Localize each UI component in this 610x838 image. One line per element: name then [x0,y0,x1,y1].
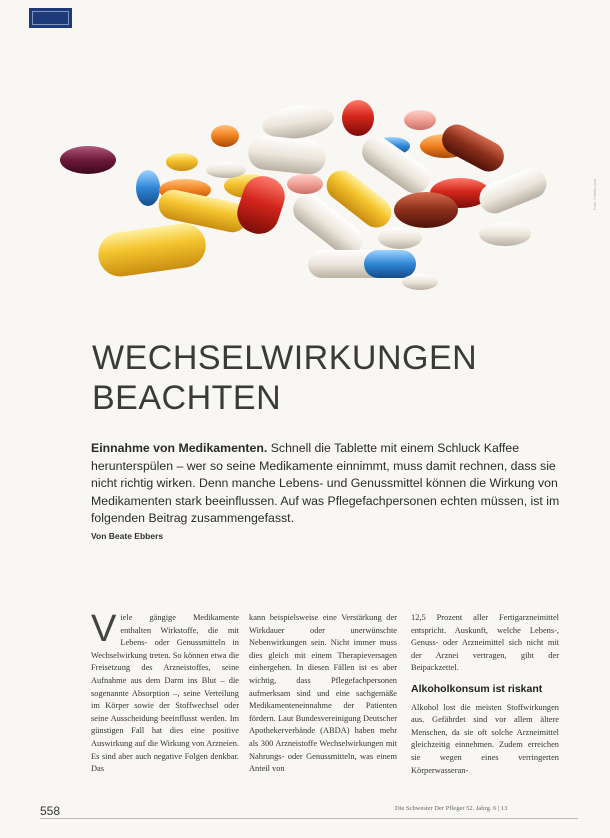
page-number: 558 [40,804,61,818]
section-tab [29,8,72,28]
byline: Von Beate Ebbers [91,531,164,541]
drop-cap: V [91,608,117,650]
title-line-1: WECHSELWIRKUNGEN [92,339,478,377]
pills-photo [40,88,570,338]
body-column-3 [411,612,559,777]
body-text: Alkohol lost die meisten Stoffwirkungen aus. Gefährdet sind vor allem ältere Menschen, da sie oft solche Arzneimittel gleichzeitig einnehmen. Zudem erreichen sie wegen eines verringerten Körperwasseran- [411,702,559,775]
body-text: kann beispielsweise eine Verstärkung der Wirkdauer oder unerwünschte Nebenwirkungen sein. Nicht immer muss dies gleich mit einem Therapieversagen einhergehen. In diesen Fällen ist es aber wichtig, dass Pflegefachpersonen aufmerksam sind und eine sachgemäße Medikamenteneinnahme der Patienten fördern. Laut Bundesvereinigung Deutscher Apothekerverbände (ABDA) haben mehr als 300 Arzneistoffe Wechselwirkungen mit Nahrungs- oder Genussmitteln, was einem Anteil von [249,613,397,774]
footer-source: Die Schwester Der Pfleger 52. Jahrg. 6 | 13 [395,805,508,812]
lead-kicker: Einnahme von Medikamenten. [91,441,268,455]
section-subheading: Alkoholkonsum ist riskant [411,682,543,695]
title-line-2: BEACHTEN [92,379,282,417]
body-column-2 [249,612,397,776]
body-text: iele gängige Medikamente enthalten Wirkstoffe, die mit Lebens- oder Genussmitteln in Wechselwirkung treten. So können etwa die Freisetzung des Arzneistoffes, seine Aufnahme aus dem Darm ins Blut – die sogenannte Absorption –, seine Verteilung im Körper sowie der Stoffwechsel oder seine Ausscheidung beeinflusst werden. Im günstigen Fall hat dies eine positive Auswirkung auf die Wirkung von Arzneien. Es sind aber auch negative Folgen denkbar. Das [91,613,239,774]
body-text: 12,5 Prozent aller Fertigarzneimittel entspricht. Auskunft, welche Lebens-, Genuss- oder Arzneimittel sich nicht mit der Arznei vertragen, gibt der Beipackzettel. [411,613,559,673]
lead-text: Schnell die Tablette mit einem Schluck Kaffee herunterspülen – wer so seine Medikamente einnimmt, muss damit rechnen, dass sie nicht richtig wirken. Denn manche Lebens- und Genussmittel können die Wirkung von Medikamenten stark beeinflussen. Auf was Pflegefachpersonen echten müssen, ist im folgenden Beitrag zusammengefasst. [91,441,560,525]
footer-divider [40,818,578,819]
body-column-1 [91,608,239,776]
article-title [92,338,562,418]
photo-credit: Foto: Fotolia.com [592,179,597,210]
lead-paragraph [91,440,561,528]
